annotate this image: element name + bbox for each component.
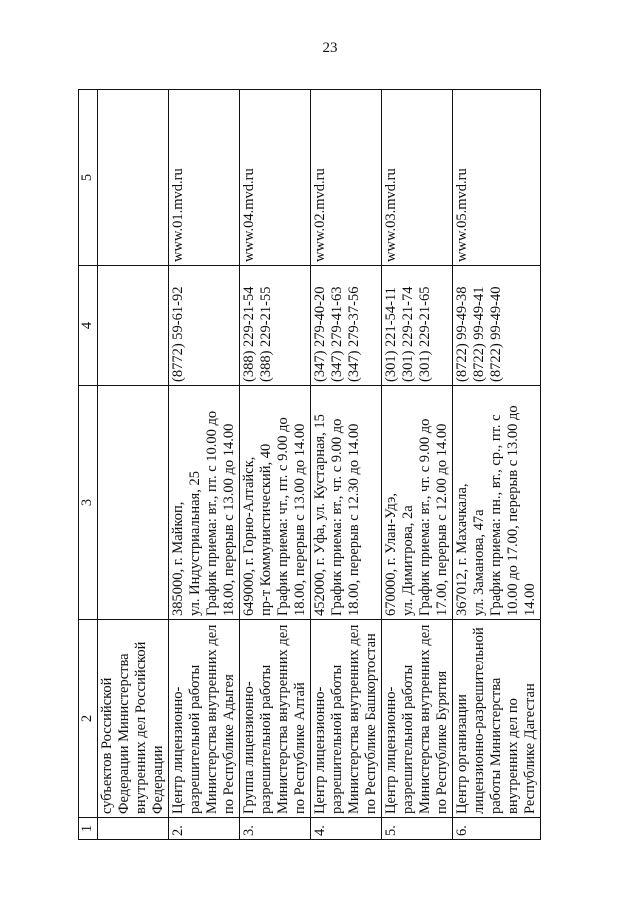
center-name-cell: Центр лицензионно- разрешительной работы Министерства внутренних дел по Республике Башкортостан [311,620,382,818]
row-number: 6. [453,818,541,840]
address-cell: 367012, г. Махачкала, ул. Заманова, 47а График приема: пн., вт., ср., пт. с 10.00 до 17.00, перерыв с 13.00 до 14.00 [453,386,541,620]
phone-cell: (347) 279-40-20 (347) 279-41-63 (347) 279-37-56 [311,266,382,386]
header-col-3: 3 [79,386,98,620]
center-name-cell: Центр лицензионно- разрешительной работы Министерства внутренних дел по Республике Бурятия [382,620,453,818]
continuation-row [98,90,169,840]
header-col-5: 5 [79,90,98,266]
table-row [311,90,382,840]
address-cell: 670000, г. Улан-Удэ, ул. Димитрова, 2а График приема: вт., чт. с 9.00 до 17.00, перерыв с 12.00 до 14.00 [382,386,453,620]
table-row [382,90,453,840]
website-link[interactable]: www.04.mvd.ru [240,90,311,266]
row-number: 4. [311,818,382,840]
row-number: 2. [169,818,240,840]
address-cell: 452000, г. Уфа, ул. Кустарная, 15 График приема: вт., чт. с 9.00 до 18.00, перерыв с 12.30 до 14.00 [311,386,382,620]
page-number: 23 [322,40,338,56]
center-name-cell: Центр организации лицензионно-разрешительной работы Министерства внутренних дел по Республике Дагестан [453,620,541,818]
website-link[interactable]: www.01.mvd.ru [169,90,240,266]
phone-cell: (8722) 99-49-38 (8722) 99-49-41 (8722) 99-49-40 [453,266,541,386]
address-cell: 385000, г. Майкоп, ул. Индустриальная, 25 График приема: вт., пт. с 10.00 до 18.00, перерыв с 13.00 до 14.00 [169,386,240,620]
header-col-2: 2 [79,620,98,818]
phone-cell: (388) 229-21-54 (388) 229-21-55 [240,266,311,386]
header-row [79,90,98,840]
licensing-centers-table [78,89,541,840]
center-name-cell: Центр лицензионно- разрешительной работы Министерства внутренних дел по Республике Адыгея [169,620,240,818]
website-link[interactable]: www.02.mvd.ru [311,90,382,266]
continuation-name-cell: субъектов Российской Федерации Министерства внутренних дел Российской Федерации [98,620,169,818]
table-row [240,90,311,840]
table-row [169,90,240,840]
header-col-1: 1 [79,818,98,840]
header-col-4: 4 [79,266,98,386]
center-name-cell: Группа лицензионно- разрешительной работы Министерства внутренних дел по Республике Алтай [240,620,311,818]
row-number: 3. [240,818,311,840]
rotated-table-container [78,90,538,840]
table-row [453,90,541,840]
row-number: 5. [382,818,453,840]
phone-cell: (8772) 59-61-92 [169,266,240,386]
address-cell: 649000, г. Горно-Алтайск, пр-т Коммунистический, 40 График приема: чт., пт. с 9.00 до 18.00, перерыв с 13.00 до 14.00 [240,386,311,620]
phone-cell: (301) 221-54-11 (301) 229-21-74 (301) 229-21-65 [382,266,453,386]
website-link[interactable]: www.03.mvd.ru [382,90,453,266]
website-link[interactable]: www.05.mvd.ru [453,90,541,266]
